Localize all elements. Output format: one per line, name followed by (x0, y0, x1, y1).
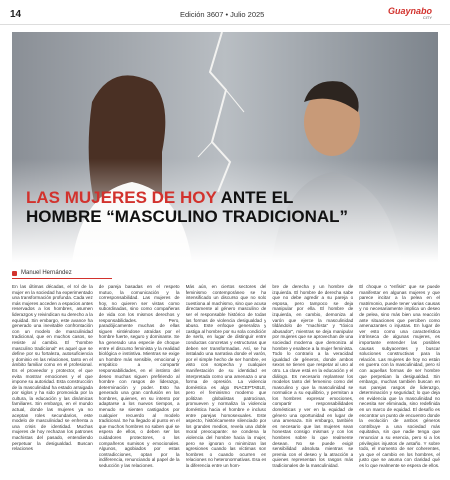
article-photo (12, 32, 438, 262)
edition-label: Edición 3607 • Julio 2025 (180, 10, 265, 19)
author-byline (12, 270, 72, 276)
byline-divider (12, 278, 112, 279)
article-column: de pareja basadas en el respeto mutuo, la comunicación y la corresponsabilidad. Las mujeres de hoy, no quieren ser vistas como subordinadas, sino como compañeras de vida con los mismos derechos y responsabilidades. Pero, paradójicamente muchas de ellas siguen sintiéndose atraídas por el hombre fuerte, seguro y dominante. Se ha generado una especie de choque entre el discurso feminista y la realidad biológica e instintiva. Mientras se exige un hombre más sensible, emocional y empático a compartir responsabilidades, en el instinto del deseo muchas siguen prefiriendo al hombre con rasgos de liderazgo, determinación y poder. Esto ha generado una gran confusión en los hombres, quienes, en su intento por adaptarse a los nuevos tiempos, a menudo se sienten castigados por cualquier recuerdo al modelo tradicional. Se ha llegado al punto en el que muchos hombres no saben qué se espera de ellos, o deben ser los cuidadores protectores, o los compañeros sumisos y emocionales. Algunos, agobiados por estas contradicciones, optan por la indiferencia, renunciando al papel de la seducción y las relaciones. (98, 284, 180, 468)
page-header (0, 0, 450, 25)
article-column: Más aún, en ciertos sectores del feminismo contemporáneo se ha intensificado un discurso que no solo cuestiona al machismo, sino que acusa directamente al género masculino de ser el responsable histórico de todas las formas de violencia desigualdad y abuso. Este enfoque generaliza y castiga al hombre por su sola condición de serlo, en lugar de distinguir entre conductas concretas y estructuras que deben ser transformadas. Así, se ha instalado una narrativa donde el varón, por el simple hecho de ser hombre, es visto con sospecha y cualquier manifestación de su identidad es interpretada como una amenaza o una forma de opresión. La violencia doméstica es algo INACEPTABLE, pero el feminismo moderno que politizan globalistas patrocinan, promueven y normaliza la violencia doméstica hacia el hombre e incluso entre parejas homosexuales. Este aspecto, históricamente silenciado por los grandes medios, revela una doble moral preocupante: se condena la violencia del hombre hacia la mujer, pero se ignoran o minimizan las agresiones cuando las víctimas son hombres o cuando ocurren en relaciones no heteronormativas. Esa es la diferencia entre un hom- (185, 284, 267, 468)
article-column: En las últimas décadas, el rol de la mujer en la sociedad ha experimentado una transformación profunda. Cada vez más mujeres acceden a espacios antes reservados a los hombres, asumen liderazgos y reivindican su derecho a la equidad. Sin embargo, este avance ha generado una inevitable confrontación con un modelo de masculinidad tradicional, que en muchos casos, se resiste al cambio. El “hombre masculino tradicional” es aquel que se define por su fortaleza, autosuficiencia y dominio en las relaciones, tanto en el ámbito familiar como en el profesional. Es el proveedor y protector, el que evita mostrar emociones y el que impone su autoridad. Esta construcción de la masculinidad ha estado arraigada por siglos y ha sido promovida por la cultura, la educación y las dinámicas familiares. Sin embargo, en el mundo actual, donde las mujeres ya no aceptan roles secundarios, este modelo de masculinidad se enfrenta a una crisis de identidad. Muchas mujeres de hoy rechazan los patrones machistas del pasado, entendiendo perpetuar la desigualdad. Buscan relaciones (12, 284, 93, 452)
author-icon (12, 271, 17, 276)
author-name: Manuel Hernández (21, 270, 72, 276)
article-body (12, 284, 440, 474)
article-column: El choque o “enfisis” que se puede manifestar en algunas mujeres y que parece incitar a la pelea en el matrimonio, puede tener varias causas y no necesariamente implica un deseo de pelea, sino más bien una reacción ante situaciones que perciben como amenazantes o injustas. En lugar de ver esto como una característica intrínseca de algunas mujeres, es importante entender las posibles causas subyacentes y buscar soluciones constructivas para la relación. Las mujeres de hoy no están en guerra con la masculinidad, pero sí con aquellas formas de ser hombre que perpetúan la desigualdad. Sin embargo, muchas también buscan en sus parejas rasgos de liderazgo, determinación y seguridad; lo que deja en evidencia que la masculinidad no necesita ser eliminada, sino redefinida en un marco de equidad. El desafío es encontrar un punto de encuentro donde la evolución de ambos géneros contribuye a una sociedad más equitativa, sin que nadie tenga que renunciar a su esencia, pero si a los privilegios injustos de antaño. Y sobre todo, el momento de ser coherentes, ya que el cambio en los hombres, el justo que se asuma con claridad qué es lo que realmente se espera de ellos. (359, 284, 440, 468)
publication-logo: Guaynabo CITY (387, 6, 432, 20)
page-number: 14 (10, 9, 22, 20)
article-headline: LAS MUJERES DE HOY ANTE EL HOMBRE “MASCULINO TRADICIONAL” (26, 188, 349, 226)
article-column: bre de derecha y un hombre de izquierda. El hombre de derecha sabe que no debe agredir a su pareja o esposa, pero tampoco se deja manipular por ella. El hombre de izquierda, en cambio, demoniza al varón que ejerce la masculinidad tildándolo de “machista” y “tóxico abusador”, mientras se deja manipular por mujeres que se aprovechan de una sociedad moderna que demoniza al hombre y enaltece a la mujer feminista. Todo lo contrario a la veracidad igualdad de géneros, donde ambos sexos se tienen que respetar al uno al otro. La clave está en la educación y el diálogo. Es necesario replantear los modelos tanto del femenino como del masculino y que la masculinidad se normalice a su equilibrio, y permitan a los hombres expresar emociones, compartir responsabilidades domésticas y ver en la equidad de género una oportunidad en lugar de una amenaza. Sin embargo, también es necesario que las mujeres sean honestas consigo mismas y con los hombres sobre lo que realmente desean. No se puede exigir sensibilidad absoluta mientras se premia con el deseo y la atracción a quienes representan los rasgos más tradicionales de la masculinidad. (272, 284, 354, 468)
couple-photo-illustration (12, 32, 438, 262)
